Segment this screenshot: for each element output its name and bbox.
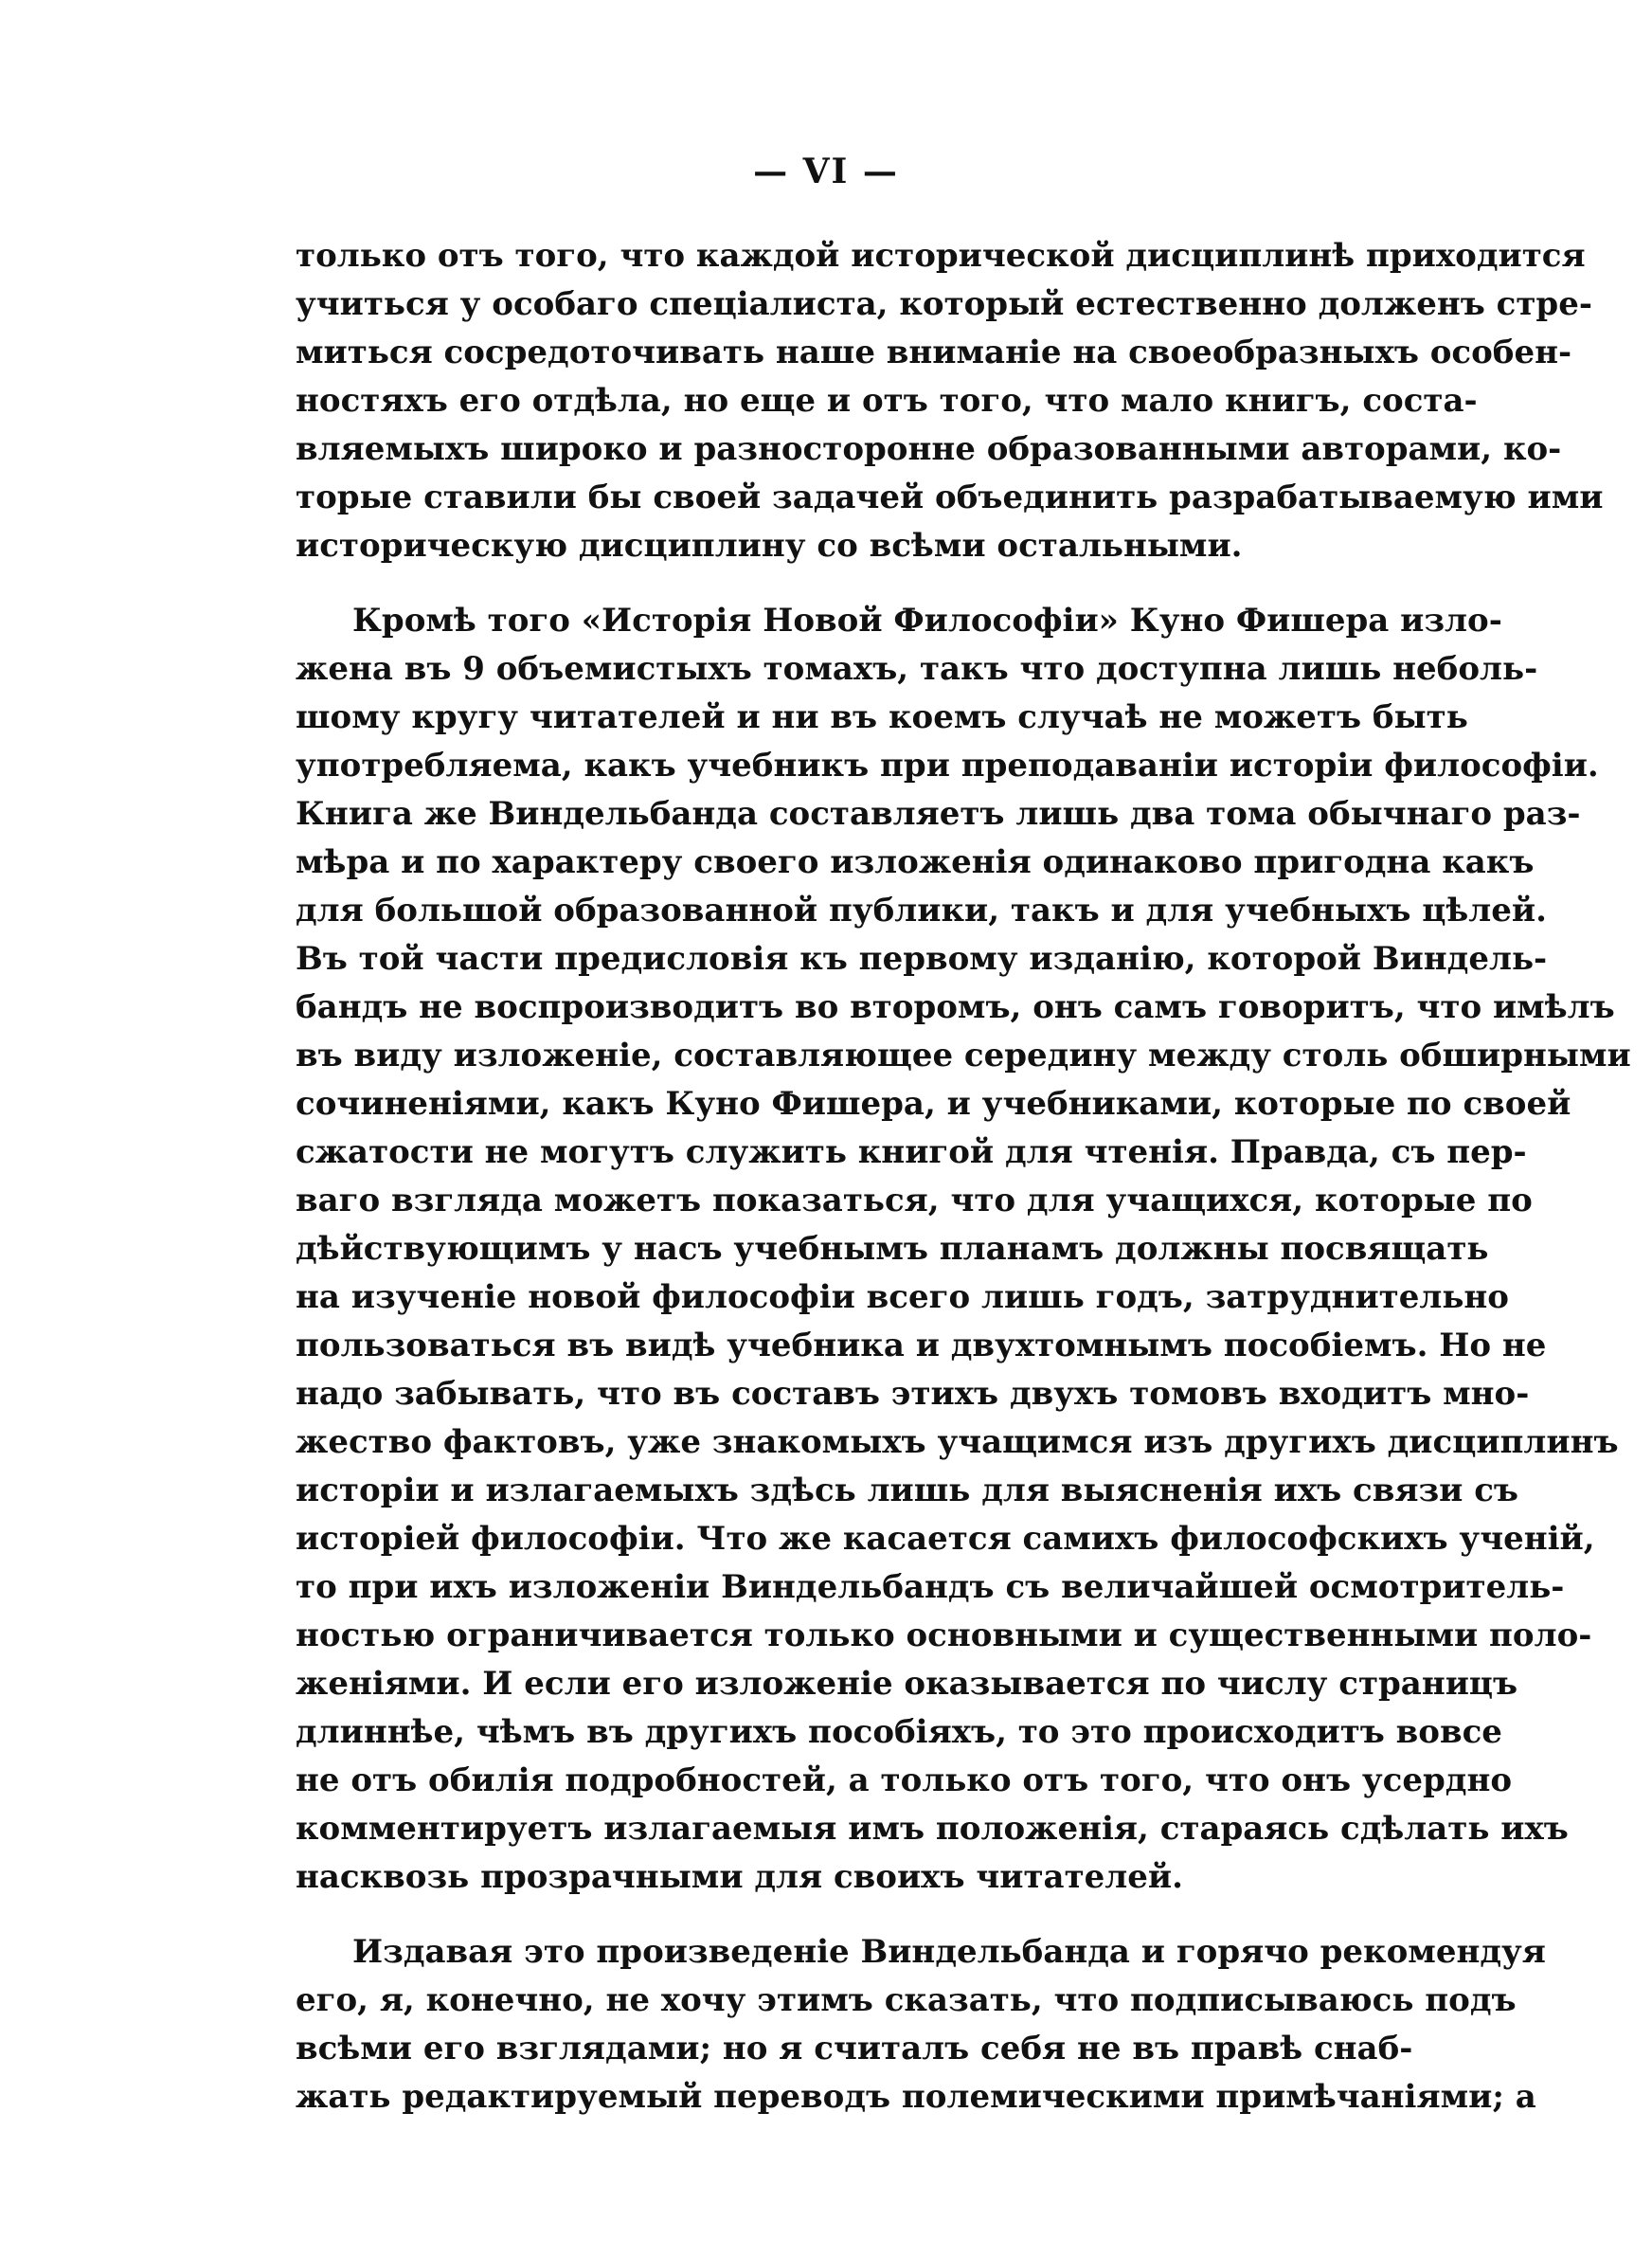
text-line: комментируетъ излагаемыя имъ положенія, стараясь сдѣлать ихъ (296, 1810, 1569, 1848)
text-line: женіями. И если его изложеніе оказывается по числу страницъ (296, 1665, 1518, 1703)
body-text (296, 232, 1631, 2122)
text-line: жена въ 9 объемистыхъ томахъ, такъ что доступна лишь неболь- (296, 650, 1538, 688)
text-line: учиться у особаго спеціалиста, который естественно долженъ стре- (296, 285, 1592, 323)
page-number: — VI — (753, 152, 899, 191)
text-line: бандъ не воспроизводитъ во второмъ, онъ самъ говоритъ, что имѣлъ (296, 988, 1615, 1026)
text-line: Кромѣ того «Исторія Новой Философіи» Куно Фишера изло- (352, 602, 1502, 640)
text-line: шому кругу читателей и ни въ коемъ случаѣ не можетъ быть (296, 698, 1468, 736)
text-line: жество фактовъ, уже знакомыхъ учащимся изъ другихъ дисциплинъ (296, 1423, 1619, 1461)
text-line: Книга же Виндельбанда составляетъ лишь два тома обычнаго раз- (296, 795, 1581, 833)
text-line: ваго взгляда можетъ показаться, что для учащихся, которые по (296, 1182, 1533, 1219)
text-line: вляемыхъ широко и разносторонне образованными авторами, ко- (296, 430, 1562, 468)
paragraph-3 (296, 1928, 1546, 2122)
text-line: на изученіе новой философіи всего лишь годъ, затруднительно (296, 1278, 1509, 1316)
text-line: Въ той части предисловія къ первому изданію, которой Виндель- (296, 940, 1548, 978)
text-line: ностяхъ его отдѣла, но еще и отъ того, что мало книгъ, соста- (296, 382, 1478, 420)
text-line: мѣра и по характеру своего изложенія одинаково пригодна какъ (296, 843, 1535, 881)
text-line: то при ихъ изложеніи Виндельбандъ съ величайшей осмотритель- (296, 1568, 1565, 1606)
text-line: Издавая это произведеніе Виндельбанда и горячо рекомендуя (352, 1933, 1546, 1971)
text-line: только отъ того, что каждой исторической дисциплинѣ приходится (296, 237, 1586, 275)
text-line: дѣйствующимъ у насъ учебнымъ планамъ должны посвящать (296, 1230, 1489, 1268)
text-line: надо забывать, что въ составъ этихъ двухъ томовъ входитъ мно- (296, 1375, 1530, 1413)
paragraph-1 (296, 232, 1604, 570)
text-line: миться сосредоточивать наше вниманіе на своеобразныхъ особен- (296, 334, 1572, 371)
text-line: насквозь прозрачными для своихъ читателей. (296, 1858, 1183, 1896)
text-line: для большой образованной публики, такъ и для учебныхъ цѣлей. (296, 892, 1547, 930)
text-line: сжатости не могутъ служить книгой для чтенія. Правда, съ пер- (296, 1133, 1527, 1171)
text-line: ностью ограничивается только основными и существенными поло- (296, 1616, 1592, 1654)
text-line: длиннѣе, чѣмъ въ другихъ пособіяхъ, то это происходитъ вовсе (296, 1713, 1502, 1751)
text-line: его, я, конечно, не хочу этимъ сказать, что подписываюсь подъ (296, 1981, 1517, 2019)
text-line: не отъ обилія подробностей, а только отъ того, что онъ усердно (296, 1761, 1513, 1799)
text-line: жать редактируемый переводъ полемическими примѣчаніями; а (296, 2078, 1536, 2116)
text-line: историческую дисциплину со всѣми остальными. (296, 527, 1243, 565)
text-line: сочиненіями, какъ Куно Фишера, и учебниками, которые по своей (296, 1085, 1571, 1123)
text-line: исторіей философіи. Что же касается самихъ философскихъ ученій, (296, 1520, 1595, 1558)
text-line: въ виду изложеніе, составляющее середину между столь обширными (296, 1037, 1631, 1074)
text-line: всѣми его взглядами; но я считалъ себя не въ правѣ снаб- (296, 2030, 1413, 2067)
text-line: употребляема, какъ учебникъ при преподаваніи исторіи философіи. (296, 747, 1599, 785)
text-line: исторіи и излагаемыхъ здѣсь лишь для выясненія ихъ связи съ (296, 1472, 1518, 1509)
text-line: торые ставили бы своей задачей объединить разрабатываемую ими (296, 478, 1604, 516)
text-line: пользоваться въ видѣ учебника и двухтомнымъ пособіемъ. Но не (296, 1327, 1547, 1364)
paragraph-2 (296, 597, 1631, 1902)
